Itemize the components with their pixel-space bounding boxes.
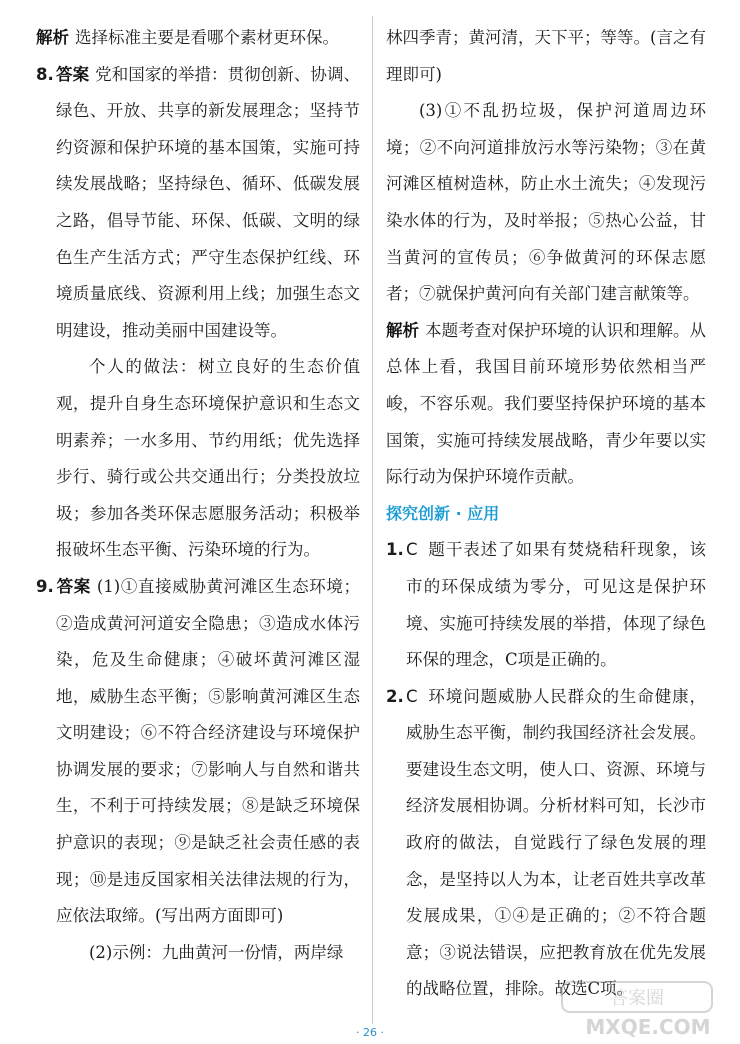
question-number: 1. xyxy=(386,540,404,560)
answer-text: (2)示例：九曲黄河一份情，两岸绿 xyxy=(89,942,344,962)
question-number: 9. xyxy=(36,576,54,596)
answer-item-1 xyxy=(386,532,706,678)
watermark-logo xyxy=(560,978,736,1040)
answer-text: (1)①直接威胁黄河滩区生态环境；②造成黄河河道安全隐患；③造成水体污染，危及生命健康；④破坏黄河滩区湿地，威胁生态平衡；⑤影响黄河滩区生态文明建设；⑥不符合经济建设与环境保护协调发展的要求；⑦影响人与自然和谐共生，不利于可持续发展；⑧是缺乏环境保护意识的表现；⑨是缺乏社会责任感的表现；⑩是违反国家相关法律法规的行为，应依法取缔。(写出两方面即可) xyxy=(56,576,360,926)
answer-text: 题干表述了如果有焚烧秸秆现象，该市的环保成绩为零分，可见这是保护环境、实施可持续发展的举措，体现了绿色环保的理念，C项是正确的。 xyxy=(406,540,706,670)
analysis-label: 解析 xyxy=(386,320,420,340)
left-column xyxy=(36,20,360,971)
analysis-block-1 xyxy=(36,20,360,57)
right-column xyxy=(386,20,706,1008)
answer-text: 个人的做法：树立良好的生态价值观，提升自身生态环境保护意识和生态文明素养；一水多用、节约用纸；优先选择步行、骑行或公共交通出行；分类投放垃圾；参加各类环保志愿服务活动；积极举报破坏生态平衡、污染环境的行为。 xyxy=(56,357,360,560)
analysis-text: 本题考查对保护环境的认识和理解。从总体上看，我国目前环境形势依然相当严峻，不容乐观。我们要坚持保护环境的基本国策，实施可持续发展战略，青少年要以实际行动为保护环境作贡献。 xyxy=(386,320,707,487)
answer-text: (3)①不乱扔垃圾，保护河道周边环境；②不向河道排放污水等污染物；③在黄河滩区植树造林，防止水土流失；④发现污染水体的行为，及时举报；⑤热心公益，甘当黄河的宣传员；⑥争做黄河的环保志愿者；⑦就保护黄河向有关部门建言献策等。 xyxy=(386,101,706,304)
svg-text:MXQE.COM: MXQE.COM xyxy=(585,1015,711,1039)
answer-text: 林四季青；黄河清，天下平；等等。(言之有理即可) xyxy=(386,28,706,84)
question-number: 2. xyxy=(386,686,404,706)
answer-label: 答案 xyxy=(56,576,91,596)
question-9-part3 xyxy=(386,93,706,313)
answer-label: 答案 xyxy=(56,64,90,84)
answer-item-2 xyxy=(386,679,706,1008)
analysis-text: 选择标准主要是看哪个素材更环保。 xyxy=(75,28,339,47)
column-divider xyxy=(372,16,373,1024)
analysis-label: 解析 xyxy=(36,28,69,47)
answer-choice: C xyxy=(406,540,418,560)
analysis-block-2 xyxy=(386,313,706,496)
continuation-text xyxy=(386,20,706,93)
section-heading: 探究创新 · 应用 xyxy=(386,503,500,523)
answer-choice: C xyxy=(406,686,418,706)
svg-text:答案圈: 答案圈 xyxy=(610,988,664,1009)
question-8-answer-part2 xyxy=(36,349,360,569)
question-9-answer xyxy=(36,569,360,935)
answer-text: 党和国家的举措：贯彻创新、协调、绿色、开放、共享的新发展理念；坚持节约资源和保护环境的基本国策，实施可持续发展战略；坚持绿色、循环、低碳发展之路，倡导节能、环保、低碳、文明的绿色生产生活方式；严守生态保护红线、环境质量底线、资源利用上线；加强生态文明建设，推动美丽中国建设等。 xyxy=(56,64,361,340)
question-9-answer-part2 xyxy=(36,935,360,972)
answer-text: 环境问题威胁人民群众的生命健康，威胁生态平衡，制约我国经济社会发展。要建设生态文明，使人口、资源、环境与经济发展相协调。分析材料可知，长沙市政府的做法，自觉践行了绿色发展的理念，是坚持以人为本，让老百姓共享改革发展成果，①④是正确的；②不符合题意；③说法错误，应把教育放在优先发展的战略位置，排除。故选C项。 xyxy=(406,686,706,999)
question-number: 8. xyxy=(36,64,54,84)
page-number: · 26 · xyxy=(356,1026,384,1039)
question-8-answer xyxy=(36,57,360,350)
